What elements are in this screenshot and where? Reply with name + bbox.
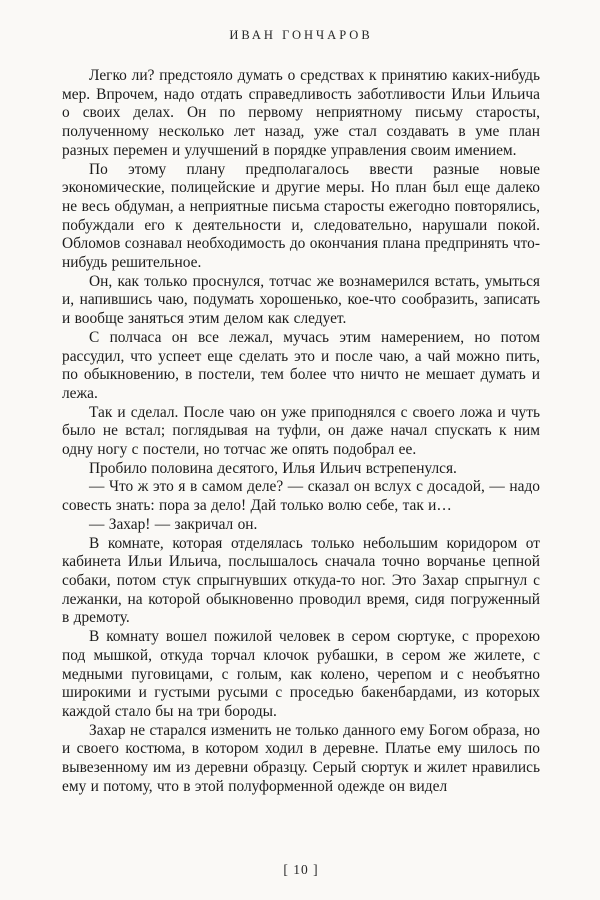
paragraph: Легко ли? предстояло думать о средствах к принятию каких-нибудь мер. Впрочем, надо отдать справедливость заботливости Ильи Ильича о своих делах. Он по первому неприятному письму старосты, полученному несколько лет назад, уже стал создавать в уме план разных перемен и улучшений в порядке управления своим имением. <box>62 67 540 159</box>
paragraph: В комнате, которая отделялась только небольшим коридором от кабинета Ильи Ильича, послышалось сначала точно ворчанье цепной собаки, потом стук спрыгнувших откуда-то ног. Это Захар спрыгнул с лежанки, на которой обыкновенно проводил время, сидя погруженный в дремоту. <box>62 534 540 627</box>
paragraph: По этому плану предполагалось ввести разные новые экономические, полицейские и другие меры. Но план был еще далеко не весь обдуман, а неприятные письма старосты ежегодно повторялись, побуждали его к деятельности и, следовательно, нарушали покой. Обломов сознавал необходимость до окончания плана предпринять что-нибудь решительное. <box>62 160 540 272</box>
page-number: [ 10 ] <box>283 862 319 877</box>
running-header-author: ИВАН ГОНЧАРОВ <box>229 28 373 42</box>
paragraph: Он, как только проснулся, тотчас же вознамерился встать, умыться и, напившись чаю, подумать хорошенько, кое-что сообразить, записать и вообще заняться этим делом как следует. <box>62 272 540 328</box>
paragraph: С полчаса он все лежал, мучась этим намерением, но потом рассудил, что успеет еще сделать это и после чаю, а чай можно пить, по обыкновению, в постели, тем более что ничто не мешает думать и лежа. <box>62 328 540 402</box>
paragraph-dialogue: — Что ж это я в самом деле? — сказал он вслух с досадой, — надо совесть знать: пора за дело! Дай только волю себе, так и… <box>62 478 540 515</box>
paragraph: Захар не старался изменить не только данного ему Богом образа, но и своего костюма, в котором ходил в деревне. Платье ему шилось по вывезенному им из деревни образцу. Серый сюртук и жилет нравились ему и потому, что в этой полуформенной одежде он видел <box>62 721 540 795</box>
paragraph: Пробило половина десятого, Илья Ильич встрепенулся. <box>89 459 457 477</box>
text-block <box>62 67 540 854</box>
paragraph-dialogue: — Захар! — закричал он. <box>89 515 258 533</box>
paragraph: Так и сделал. После чаю он уже приподнялся с своего ложа и чуть было не встал; поглядывая на туфли, он даже начал спускать к ним одну ногу с постели, но тотчас же опять подобрал ее. <box>62 403 540 459</box>
paragraph: В комнату вошел пожилой человек в сером сюртуке, с прорехою под мышкой, откуда торчал клочок рубашки, в сером же жилете, с медными пуговицами, с голым, как колено, черепом и с необъятно широкими и густыми русыми с проседью бакенбардами, из которых каждой стало бы на три бороды. <box>62 628 540 720</box>
